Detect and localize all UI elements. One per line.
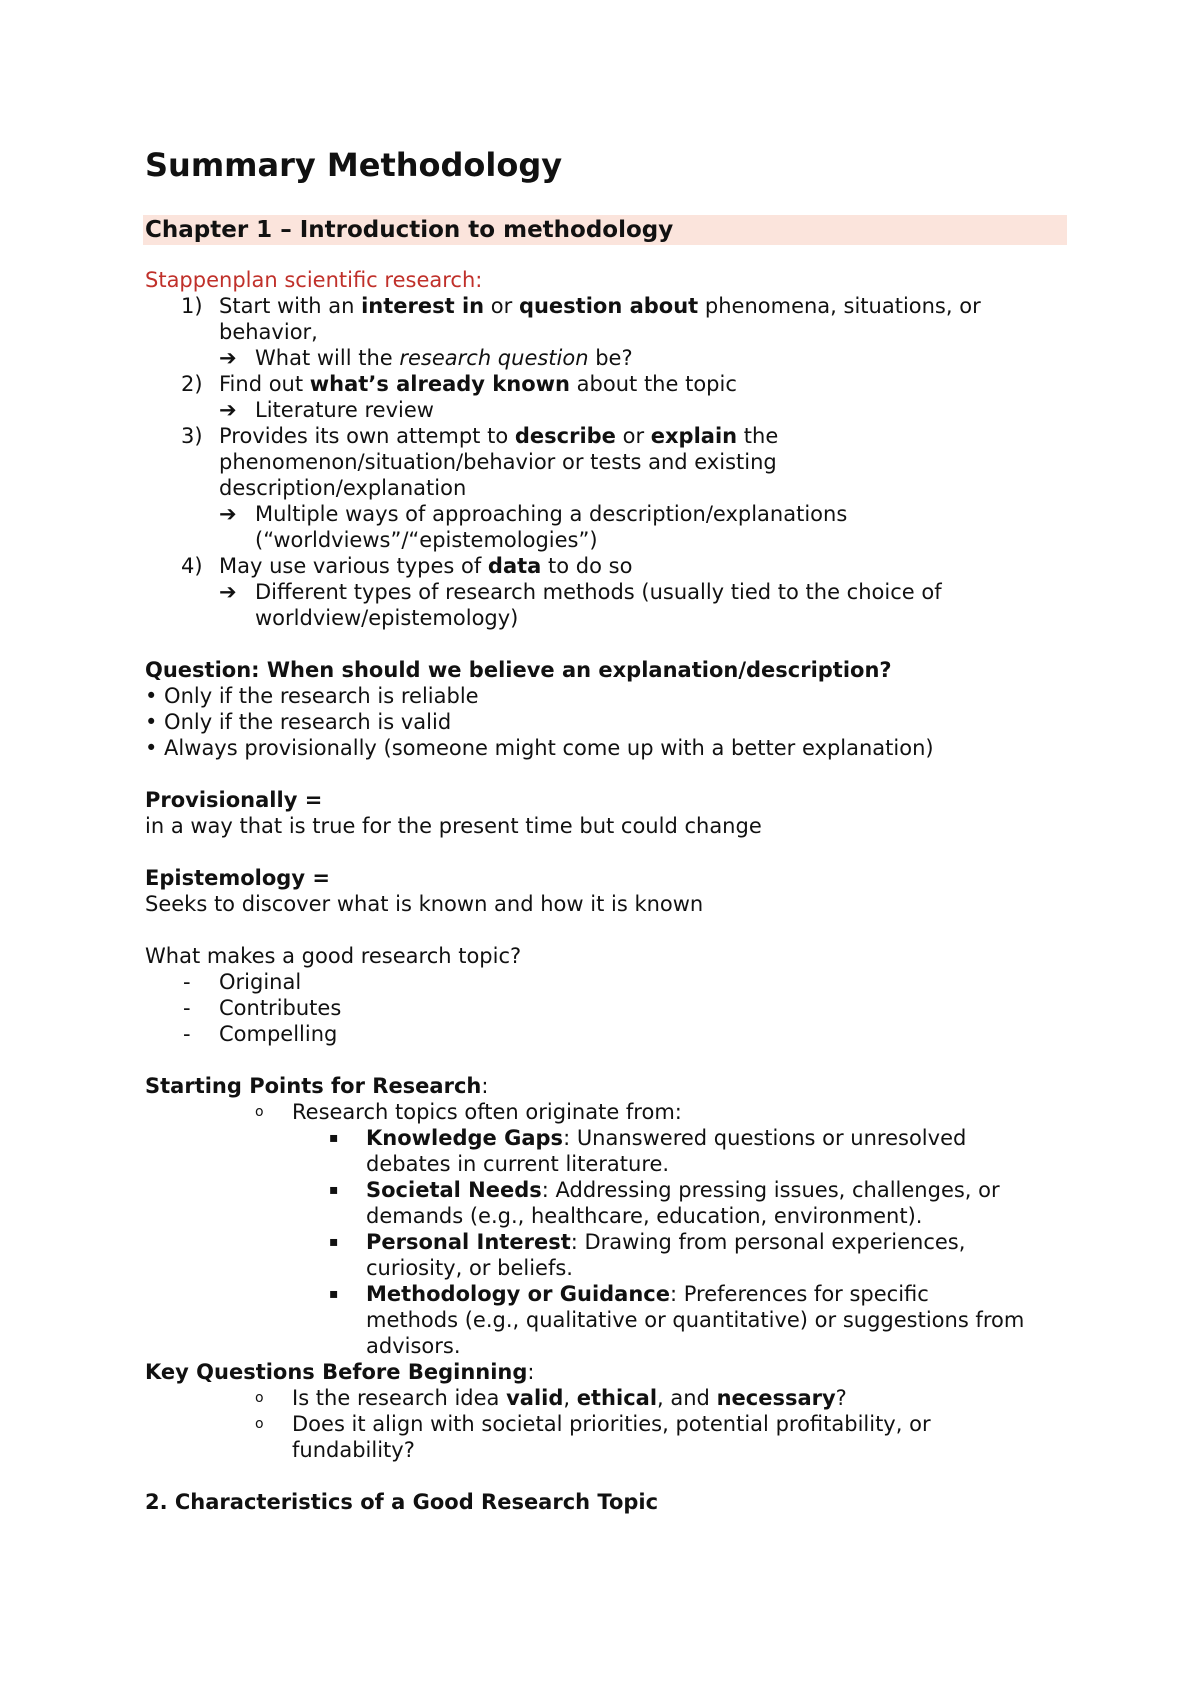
list-item: • Only if the research is reliable bbox=[145, 684, 479, 708]
list-item: • Only if the research is valid bbox=[145, 710, 452, 734]
step-3: 3) Provides its own attempt to describe or explain the bbox=[181, 424, 779, 448]
list-item: ▪ Methodology or Guidance: Preferences for specific bbox=[329, 1282, 929, 1306]
circle-bullet-icon: o bbox=[255, 1416, 264, 1432]
step-1-arrow-line: ➔ What will the research question be? bbox=[219, 346, 633, 370]
list-item-continuation: fundability? bbox=[292, 1438, 415, 1462]
list-item: - Compelling bbox=[183, 1022, 338, 1046]
step-3-arrow-continuation: (“worldviews”/“epistemologies”) bbox=[255, 528, 598, 552]
list-item: o Research topics often originate from: bbox=[255, 1100, 682, 1124]
list-item-continuation: advisors. bbox=[366, 1334, 461, 1358]
step-4-arrow-continuation: worldview/epistemology) bbox=[255, 606, 519, 630]
question-heading: Question: When should we believe an explanation/description? bbox=[145, 658, 892, 682]
step-4-arrow-line: ➔ Different types of research methods (usually tied to the choice of bbox=[219, 580, 942, 604]
starting-points-heading: Starting Points for Research: bbox=[145, 1074, 489, 1098]
step-4: 4) May use various types of data to do so bbox=[181, 554, 633, 578]
list-item: • Always provisionally (someone might come up with a better explanation) bbox=[145, 736, 934, 760]
circle-bullet-icon: o bbox=[255, 1390, 264, 1406]
chapter-heading: Chapter 1 – Introduction to methodology bbox=[143, 215, 1067, 245]
stappenplan-heading: Stappenplan scientific research: bbox=[145, 268, 483, 292]
arrow-icon: ➔ bbox=[219, 398, 237, 422]
arrow-icon: ➔ bbox=[219, 502, 237, 526]
list-item: o Does it align with societal priorities, potential profitability, or bbox=[255, 1412, 931, 1436]
document-title: Summary Methodology bbox=[145, 146, 563, 184]
square-bullet-icon: ▪ bbox=[329, 1234, 339, 1250]
step-3-continuation: description/explanation bbox=[219, 476, 467, 500]
step-number: 3) bbox=[181, 424, 203, 448]
square-bullet-icon: ▪ bbox=[329, 1130, 339, 1146]
list-item: - Contributes bbox=[183, 996, 342, 1020]
step-3-continuation: phenomenon/situation/behavior or tests and existing bbox=[219, 450, 777, 474]
good-topic-heading: What makes a good research topic? bbox=[145, 944, 522, 968]
epistemology-term: Epistemology = bbox=[145, 866, 330, 890]
list-item: ▪ Personal Interest: Drawing from personal experiences, bbox=[329, 1230, 966, 1254]
list-item: ▪ Knowledge Gaps: Unanswered questions or unresolved bbox=[329, 1126, 967, 1150]
section-2-heading: 2. Characteristics of a Good Research Topic bbox=[145, 1490, 659, 1514]
document-content bbox=[145, 135, 1067, 1515]
list-item-continuation: debates in current literature. bbox=[366, 1152, 670, 1176]
step-number: 4) bbox=[181, 554, 203, 578]
step-3-arrow-line: ➔ Multiple ways of approaching a description/explanations bbox=[219, 502, 848, 526]
key-questions-heading: Key Questions Before Beginning: bbox=[145, 1360, 535, 1384]
step-1: 1) Start with an interest in or question about phenomena, situations, or bbox=[181, 294, 981, 318]
step-number: 2) bbox=[181, 372, 203, 396]
arrow-icon: ➔ bbox=[219, 580, 237, 604]
provisionally-term: Provisionally = bbox=[145, 788, 323, 812]
step-2: 2) Find out what’s already known about the topic bbox=[181, 372, 737, 396]
list-item: o Is the research idea valid, ethical, and necessary? bbox=[255, 1386, 847, 1410]
step-2-arrow-line: ➔ Literature review bbox=[219, 398, 434, 422]
epistemology-definition: Seeks to discover what is known and how it is known bbox=[145, 892, 704, 916]
list-item: ▪ Societal Needs: Addressing pressing issues, challenges, or bbox=[329, 1178, 1000, 1202]
circle-bullet-icon: o bbox=[255, 1104, 264, 1120]
step-1-continuation: behavior, bbox=[219, 320, 318, 344]
list-item-continuation: curiosity, or beliefs. bbox=[366, 1256, 573, 1280]
list-item: - Original bbox=[183, 970, 302, 994]
provisionally-definition: in a way that is true for the present time but could change bbox=[145, 814, 762, 838]
arrow-icon: ➔ bbox=[219, 346, 237, 370]
step-number: 1) bbox=[181, 294, 203, 318]
list-item-continuation: methods (e.g., qualitative or quantitative) or suggestions from bbox=[366, 1308, 1025, 1332]
square-bullet-icon: ▪ bbox=[329, 1286, 339, 1302]
square-bullet-icon: ▪ bbox=[329, 1182, 339, 1198]
list-item-continuation: demands (e.g., healthcare, education, environment). bbox=[366, 1204, 923, 1228]
